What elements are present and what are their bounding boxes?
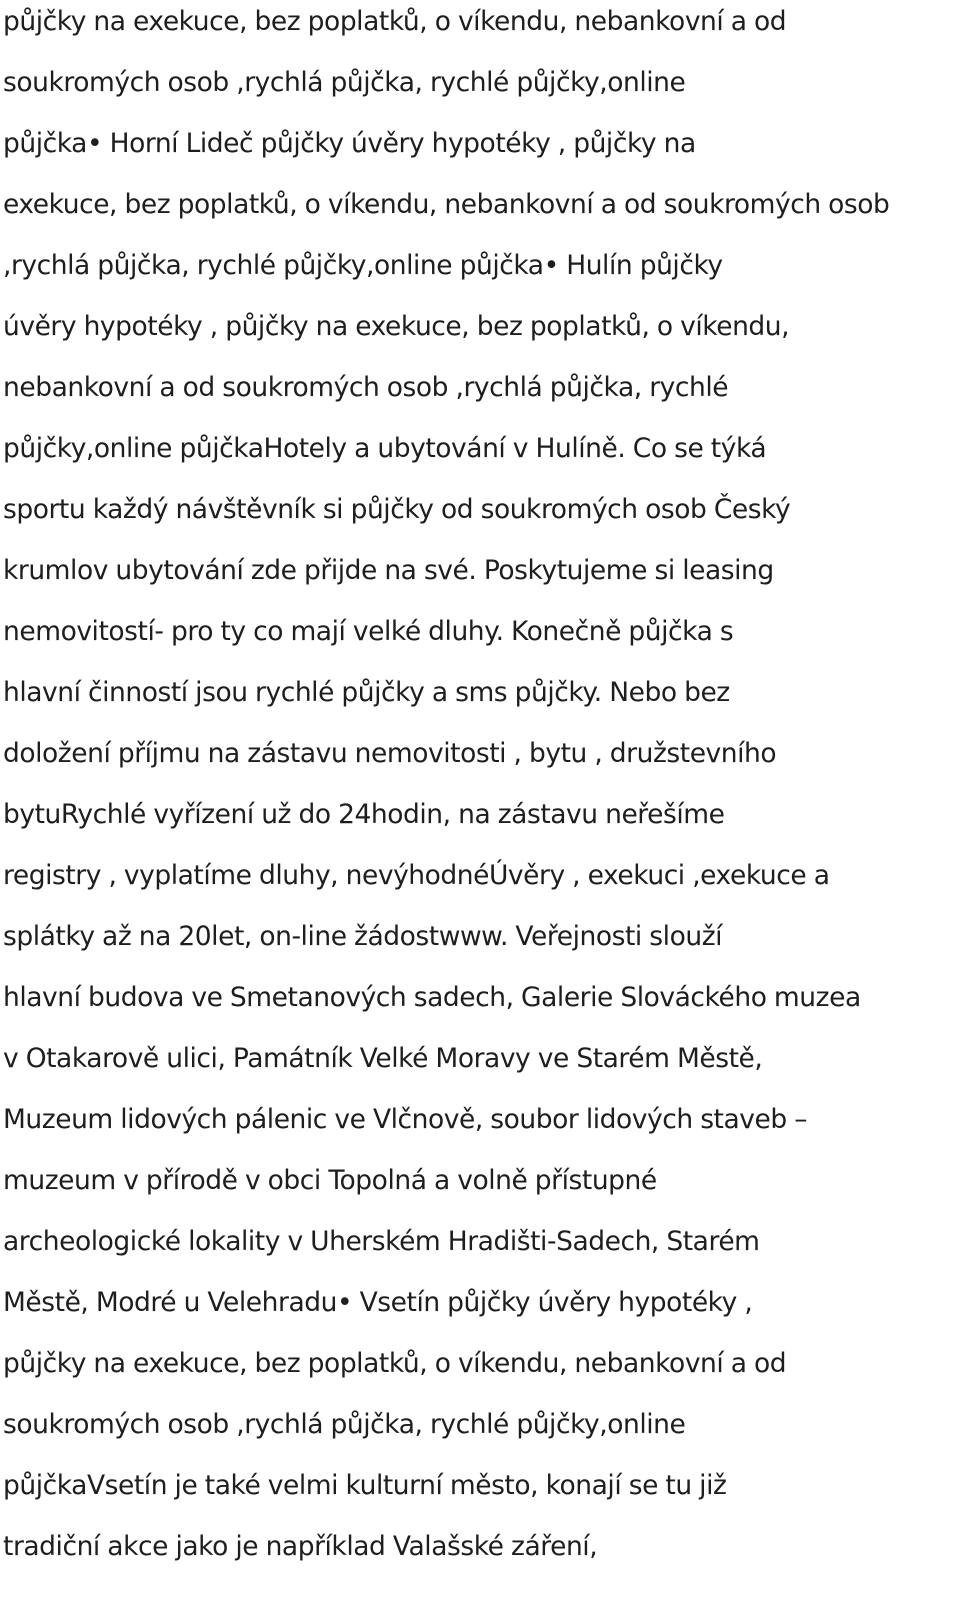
text-line: bytuRychlé vyřízení už do 24hodin, na zástavu neřešíme: [3, 799, 725, 830]
text-line: Městě, Modré u Velehradu• Vsetín půjčky úvěry hypotéky ,: [3, 1287, 753, 1318]
text-line: nemovitostí- pro ty co mají velké dluhy. Konečně půjčka s: [3, 616, 734, 647]
text-line: hlavní budova ve Smetanových sadech, Galerie Slováckého muzea: [3, 982, 861, 1013]
text-line: ,rychlá půjčka, rychlé půjčky,online půjčka• Hulín půjčky: [3, 250, 723, 281]
text-line: úvěry hypotéky , půjčky na exekuce, bez poplatků, o víkendu,: [3, 311, 790, 342]
text-line: splátky až na 20let, on-line žádostwww. Veřejnosti slouží: [3, 921, 723, 952]
text-line: tradiční akce jako je například Valašské záření,: [3, 1531, 598, 1562]
text-line: registry , vyplatíme dluhy, nevýhodnéÚvěry , exekuci ,exekuce a: [3, 860, 830, 891]
text-line: nebankovní a od soukromých osob ,rychlá půjčka, rychlé: [3, 372, 729, 403]
text-line: archeologické lokality v Uherském Hradišti-Sadech, Starém: [3, 1226, 760, 1257]
text-line: půjčky,online půjčkaHotely a ubytování v Hulíně. Co se týká: [3, 433, 767, 464]
text-line: sportu každý návštěvník si půjčky od soukromých osob Český: [3, 494, 791, 525]
text-line: půjčkaVsetín je také velmi kulturní město, konají se tu již: [3, 1470, 727, 1501]
text-line: doložení příjmu na zástavu nemovitosti , bytu , družstevního: [3, 738, 777, 769]
text-line: exekuce, bez poplatků, o víkendu, nebankovní a od soukromých osob: [3, 189, 890, 220]
text-line: krumlov ubytování zde přijde na své. Poskytujeme si leasing: [3, 555, 774, 586]
text-line: půjčky na exekuce, bez poplatků, o víkendu, nebankovní a od: [3, 1348, 787, 1379]
text-line: soukromých osob ,rychlá půjčka, rychlé půjčky,online: [3, 1409, 686, 1440]
text-line: v Otakarově ulici, Památník Velké Moravy ve Starém Městě,: [3, 1043, 763, 1074]
document-text: [3, 0, 953, 1586]
text-line: Muzeum lidových pálenic ve Vlčnově, soubor lidových staveb –: [3, 1104, 808, 1135]
text-line: muzeum v přírodě v obci Topolná a volně přístupné: [3, 1165, 657, 1196]
text-line: soukromých osob ,rychlá půjčka, rychlé půjčky,online: [3, 67, 686, 98]
text-line: hlavní činností jsou rychlé půjčky a sms půjčky. Nebo bez: [3, 677, 730, 708]
text-line: půjčka• Horní Lideč půjčky úvěry hypotéky , půjčky na: [3, 128, 696, 159]
text-line: půjčky na exekuce, bez poplatků, o víkendu, nebankovní a od: [3, 6, 787, 37]
